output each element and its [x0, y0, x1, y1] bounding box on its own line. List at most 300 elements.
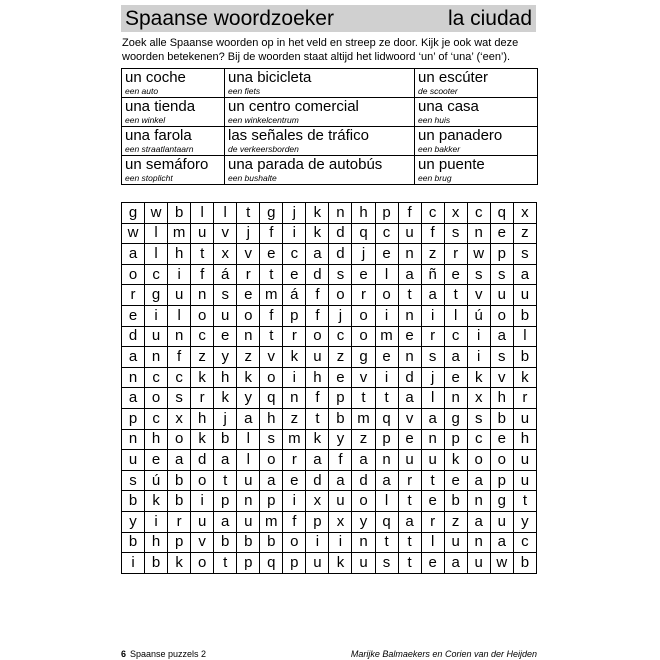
grid-letter[interactable]: b	[122, 532, 145, 553]
grid-letter[interactable]: u	[421, 450, 444, 471]
grid-letter[interactable]: n	[122, 429, 145, 450]
grid-letter[interactable]: m	[260, 285, 283, 306]
grid-letter[interactable]: g	[352, 347, 375, 368]
grid-letter[interactable]: c	[329, 326, 352, 347]
grid-letter[interactable]: n	[398, 305, 421, 326]
grid-letter[interactable]: s	[513, 244, 536, 265]
grid-letter[interactable]: t	[260, 264, 283, 285]
grid-letter[interactable]: u	[444, 532, 467, 553]
grid-letter[interactable]: i	[168, 264, 191, 285]
grid-letter[interactable]: n	[168, 326, 191, 347]
grid-letter[interactable]: h	[260, 408, 283, 429]
grid-letter[interactable]: e	[421, 491, 444, 512]
grid-letter[interactable]: c	[145, 264, 168, 285]
grid-letter[interactable]: e	[375, 244, 398, 265]
grid-letter[interactable]: z	[329, 347, 352, 368]
grid-letter[interactable]: d	[122, 326, 145, 347]
grid-letter[interactable]: m	[260, 511, 283, 532]
grid-letter[interactable]: w	[467, 244, 490, 265]
grid-letter[interactable]: p	[260, 491, 283, 512]
grid-letter[interactable]: b	[168, 470, 191, 491]
grid-letter[interactable]: k	[444, 450, 467, 471]
grid-letter[interactable]: e	[444, 367, 467, 388]
grid-letter[interactable]: l	[375, 264, 398, 285]
grid-letter[interactable]: u	[306, 553, 329, 574]
grid-letter[interactable]: t	[513, 491, 536, 512]
grid-letter[interactable]: a	[398, 264, 421, 285]
grid-letter[interactable]: o	[375, 285, 398, 306]
grid-letter[interactable]: b	[168, 203, 191, 224]
grid-letter[interactable]: c	[283, 244, 306, 265]
grid-letter[interactable]: q	[352, 223, 375, 244]
grid-letter[interactable]: l	[237, 429, 260, 450]
grid-letter[interactable]: z	[513, 223, 536, 244]
grid-letter[interactable]: t	[191, 244, 214, 265]
grid-letter[interactable]: x	[306, 491, 329, 512]
grid-letter[interactable]: u	[237, 470, 260, 491]
grid-letter[interactable]: b	[237, 532, 260, 553]
grid-letter[interactable]: k	[306, 429, 329, 450]
grid-letter[interactable]: u	[398, 450, 421, 471]
grid-letter[interactable]: p	[329, 388, 352, 409]
grid-letter[interactable]: k	[283, 347, 306, 368]
grid-letter[interactable]: r	[283, 326, 306, 347]
grid-letter[interactable]: x	[513, 203, 536, 224]
grid-letter[interactable]: u	[329, 491, 352, 512]
grid-letter[interactable]: e	[398, 326, 421, 347]
grid-letter[interactable]: b	[145, 553, 168, 574]
grid-letter[interactable]: s	[122, 470, 145, 491]
grid-letter[interactable]: j	[214, 408, 237, 429]
grid-letter[interactable]: u	[513, 408, 536, 429]
grid-letter[interactable]: l	[145, 244, 168, 265]
grid-letter[interactable]: á	[214, 264, 237, 285]
grid-letter[interactable]: f	[283, 511, 306, 532]
grid-letter[interactable]: e	[260, 244, 283, 265]
grid-letter[interactable]: y	[329, 429, 352, 450]
grid-letter[interactable]: k	[214, 388, 237, 409]
grid-letter[interactable]: u	[398, 223, 421, 244]
grid-letter[interactable]: a	[421, 285, 444, 306]
grid-letter[interactable]: i	[283, 491, 306, 512]
grid-letter[interactable]: u	[145, 326, 168, 347]
grid-letter[interactable]: e	[329, 367, 352, 388]
grid-letter[interactable]: o	[191, 553, 214, 574]
grid-letter[interactable]: r	[421, 326, 444, 347]
grid-letter[interactable]: j	[283, 203, 306, 224]
grid-letter[interactable]: s	[375, 553, 398, 574]
grid-letter[interactable]: z	[444, 511, 467, 532]
grid-letter[interactable]: t	[214, 553, 237, 574]
grid-letter[interactable]: u	[513, 470, 536, 491]
grid-letter[interactable]: o	[260, 367, 283, 388]
grid-letter[interactable]: h	[145, 429, 168, 450]
grid-letter[interactable]: a	[375, 470, 398, 491]
grid-letter[interactable]: a	[122, 347, 145, 368]
grid-letter[interactable]: t	[306, 408, 329, 429]
grid-letter[interactable]: t	[375, 388, 398, 409]
grid-letter[interactable]: e	[421, 553, 444, 574]
grid-letter[interactable]: a	[398, 511, 421, 532]
grid-letter[interactable]: g	[260, 203, 283, 224]
grid-letter[interactable]: n	[375, 450, 398, 471]
grid-letter[interactable]: b	[513, 347, 536, 368]
grid-letter[interactable]: n	[145, 347, 168, 368]
grid-letter[interactable]: o	[191, 305, 214, 326]
grid-letter[interactable]: a	[490, 326, 513, 347]
grid-letter[interactable]: o	[191, 470, 214, 491]
grid-letter[interactable]: u	[490, 511, 513, 532]
grid-letter[interactable]: u	[352, 553, 375, 574]
grid-letter[interactable]: s	[444, 223, 467, 244]
grid-letter[interactable]: c	[145, 367, 168, 388]
grid-letter[interactable]: x	[444, 203, 467, 224]
grid-letter[interactable]: e	[237, 285, 260, 306]
grid-letter[interactable]: c	[145, 408, 168, 429]
grid-letter[interactable]: a	[444, 347, 467, 368]
grid-letter[interactable]: m	[375, 326, 398, 347]
grid-letter[interactable]: á	[283, 285, 306, 306]
grid-letter[interactable]: u	[168, 285, 191, 306]
grid-letter[interactable]: q	[375, 408, 398, 429]
grid-letter[interactable]: a	[352, 450, 375, 471]
grid-letter[interactable]: n	[444, 388, 467, 409]
grid-letter[interactable]: a	[214, 450, 237, 471]
grid-letter[interactable]: l	[237, 450, 260, 471]
grid-letter[interactable]: y	[214, 347, 237, 368]
grid-letter[interactable]: m	[283, 429, 306, 450]
grid-letter[interactable]: i	[375, 367, 398, 388]
grid-letter[interactable]: i	[145, 305, 168, 326]
grid-letter[interactable]: e	[145, 450, 168, 471]
grid-letter[interactable]: b	[513, 305, 536, 326]
grid-letter[interactable]: k	[145, 491, 168, 512]
grid-letter[interactable]: u	[306, 347, 329, 368]
grid-letter[interactable]: a	[421, 408, 444, 429]
grid-letter[interactable]: h	[306, 367, 329, 388]
grid-letter[interactable]: w	[145, 203, 168, 224]
grid-letter[interactable]: r	[421, 511, 444, 532]
grid-letter[interactable]: v	[352, 367, 375, 388]
grid-letter[interactable]: k	[306, 203, 329, 224]
grid-letter[interactable]: b	[513, 553, 536, 574]
grid-letter[interactable]: i	[122, 553, 145, 574]
grid-letter[interactable]: f	[260, 305, 283, 326]
grid-letter[interactable]: r	[352, 285, 375, 306]
grid-letter[interactable]: d	[329, 244, 352, 265]
grid-letter[interactable]: i	[467, 326, 490, 347]
grid-letter[interactable]: o	[467, 450, 490, 471]
grid-letter[interactable]: r	[122, 285, 145, 306]
grid-letter[interactable]: l	[214, 203, 237, 224]
grid-letter[interactable]: p	[490, 244, 513, 265]
grid-letter[interactable]: v	[191, 532, 214, 553]
grid-letter[interactable]: k	[329, 553, 352, 574]
grid-letter[interactable]: h	[513, 429, 536, 450]
grid-letter[interactable]: y	[122, 511, 145, 532]
grid-letter[interactable]: p	[444, 429, 467, 450]
grid-letter[interactable]: p	[237, 553, 260, 574]
grid-letter[interactable]: c	[168, 367, 191, 388]
grid-letter[interactable]: t	[421, 470, 444, 491]
grid-letter[interactable]: o	[306, 326, 329, 347]
grid-letter[interactable]: e	[352, 264, 375, 285]
grid-letter[interactable]: f	[306, 388, 329, 409]
grid-letter[interactable]: h	[490, 388, 513, 409]
grid-letter[interactable]: k	[513, 367, 536, 388]
grid-letter[interactable]: n	[467, 491, 490, 512]
grid-letter[interactable]: j	[237, 223, 260, 244]
grid-letter[interactable]: b	[260, 532, 283, 553]
grid-letter[interactable]: t	[398, 285, 421, 306]
grid-letter[interactable]: o	[168, 429, 191, 450]
grid-letter[interactable]: v	[260, 347, 283, 368]
grid-letter[interactable]: a	[214, 511, 237, 532]
grid-letter[interactable]: a	[306, 450, 329, 471]
grid-letter[interactable]: n	[329, 203, 352, 224]
grid-letter[interactable]: u	[467, 553, 490, 574]
grid-letter[interactable]: r	[398, 470, 421, 491]
grid-letter[interactable]: t	[444, 285, 467, 306]
grid-letter[interactable]: u	[490, 285, 513, 306]
grid-letter[interactable]: i	[375, 305, 398, 326]
grid-letter[interactable]: o	[352, 326, 375, 347]
grid-letter[interactable]: t	[352, 388, 375, 409]
grid-letter[interactable]: m	[168, 223, 191, 244]
grid-letter[interactable]: e	[375, 347, 398, 368]
grid-letter[interactable]: k	[191, 367, 214, 388]
grid-letter[interactable]: l	[375, 491, 398, 512]
grid-letter[interactable]: k	[191, 429, 214, 450]
grid-letter[interactable]: i	[191, 491, 214, 512]
grid-letter[interactable]: y	[237, 388, 260, 409]
grid-letter[interactable]: c	[513, 532, 536, 553]
grid-letter[interactable]: i	[329, 532, 352, 553]
grid-letter[interactable]: p	[375, 429, 398, 450]
grid-letter[interactable]: v	[214, 223, 237, 244]
grid-letter[interactable]: l	[444, 305, 467, 326]
grid-letter[interactable]: v	[398, 408, 421, 429]
grid-letter[interactable]: j	[352, 244, 375, 265]
grid-letter[interactable]: a	[260, 470, 283, 491]
grid-letter[interactable]: f	[306, 285, 329, 306]
grid-letter[interactable]: u	[513, 450, 536, 471]
grid-letter[interactable]: r	[168, 511, 191, 532]
grid-letter[interactable]: c	[421, 203, 444, 224]
grid-letter[interactable]: x	[467, 388, 490, 409]
grid-letter[interactable]: m	[352, 408, 375, 429]
grid-letter[interactable]: q	[260, 553, 283, 574]
grid-letter[interactable]: x	[329, 511, 352, 532]
grid-letter[interactable]: s	[490, 347, 513, 368]
grid-letter[interactable]: x	[168, 408, 191, 429]
grid-letter[interactable]: r	[191, 388, 214, 409]
grid-letter[interactable]: k	[168, 553, 191, 574]
grid-letter[interactable]: q	[260, 388, 283, 409]
grid-letter[interactable]: s	[168, 388, 191, 409]
grid-letter[interactable]: n	[398, 244, 421, 265]
grid-letter[interactable]: r	[513, 388, 536, 409]
grid-letter[interactable]: p	[375, 203, 398, 224]
grid-letter[interactable]: n	[283, 388, 306, 409]
grid-letter[interactable]: p	[306, 511, 329, 532]
grid-letter[interactable]: z	[421, 244, 444, 265]
grid-letter[interactable]: f	[398, 203, 421, 224]
grid-letter[interactable]: n	[237, 491, 260, 512]
grid-letter[interactable]: o	[122, 264, 145, 285]
grid-letter[interactable]: a	[467, 511, 490, 532]
grid-letter[interactable]: h	[214, 367, 237, 388]
grid-letter[interactable]: j	[329, 305, 352, 326]
grid-letter[interactable]: y	[352, 511, 375, 532]
grid-letter[interactable]: p	[283, 305, 306, 326]
grid-letter[interactable]: n	[122, 367, 145, 388]
grid-letter[interactable]: p	[168, 532, 191, 553]
grid-letter[interactable]: i	[421, 305, 444, 326]
grid-letter[interactable]: b	[444, 491, 467, 512]
grid-letter[interactable]: k	[306, 223, 329, 244]
grid-letter[interactable]: h	[191, 408, 214, 429]
grid-letter[interactable]: a	[444, 553, 467, 574]
grid-letter[interactable]: n	[237, 326, 260, 347]
grid-letter[interactable]: e	[122, 305, 145, 326]
grid-letter[interactable]: k	[467, 367, 490, 388]
grid-letter[interactable]: k	[237, 367, 260, 388]
grid-letter[interactable]: n	[398, 347, 421, 368]
grid-letter[interactable]: x	[214, 244, 237, 265]
grid-letter[interactable]: e	[490, 429, 513, 450]
grid-letter[interactable]: s	[467, 264, 490, 285]
grid-letter[interactable]: u	[122, 450, 145, 471]
grid-letter[interactable]: h	[168, 244, 191, 265]
grid-letter[interactable]: t	[398, 491, 421, 512]
grid-letter[interactable]: c	[467, 203, 490, 224]
grid-letter[interactable]: i	[283, 367, 306, 388]
grid-letter[interactable]: y	[513, 511, 536, 532]
grid-letter[interactable]: w	[490, 553, 513, 574]
grid-letter[interactable]: s	[490, 264, 513, 285]
grid-letter[interactable]: b	[214, 429, 237, 450]
grid-letter[interactable]: d	[352, 470, 375, 491]
grid-letter[interactable]: u	[237, 511, 260, 532]
grid-letter[interactable]: s	[329, 264, 352, 285]
grid-letter[interactable]: w	[122, 223, 145, 244]
grid-letter[interactable]: o	[490, 305, 513, 326]
grid-letter[interactable]: g	[444, 408, 467, 429]
grid-letter[interactable]: a	[122, 388, 145, 409]
grid-letter[interactable]: u	[191, 511, 214, 532]
grid-letter[interactable]: f	[168, 347, 191, 368]
grid-letter[interactable]: r	[283, 450, 306, 471]
grid-letter[interactable]: e	[444, 470, 467, 491]
grid-letter[interactable]: i	[283, 223, 306, 244]
grid-letter[interactable]: n	[191, 285, 214, 306]
grid-letter[interactable]: p	[214, 491, 237, 512]
grid-letter[interactable]: a	[398, 388, 421, 409]
grid-letter[interactable]: e	[283, 264, 306, 285]
grid-letter[interactable]: b	[214, 532, 237, 553]
grid-letter[interactable]: t	[375, 532, 398, 553]
grid-letter[interactable]: a	[237, 408, 260, 429]
grid-letter[interactable]: r	[444, 244, 467, 265]
grid-letter[interactable]: u	[191, 223, 214, 244]
grid-letter[interactable]: i	[306, 532, 329, 553]
grid-letter[interactable]: z	[283, 408, 306, 429]
grid-letter[interactable]: z	[191, 347, 214, 368]
grid-letter[interactable]: f	[329, 450, 352, 471]
grid-letter[interactable]: o	[145, 388, 168, 409]
grid-letter[interactable]: p	[283, 553, 306, 574]
grid-letter[interactable]: a	[329, 470, 352, 491]
grid-letter[interactable]: g	[490, 491, 513, 512]
grid-letter[interactable]: b	[490, 408, 513, 429]
grid-letter[interactable]: v	[467, 285, 490, 306]
grid-letter[interactable]: j	[421, 367, 444, 388]
grid-letter[interactable]: a	[168, 450, 191, 471]
grid-letter[interactable]: t	[214, 470, 237, 491]
grid-letter[interactable]: t	[260, 326, 283, 347]
grid-letter[interactable]: e	[214, 326, 237, 347]
grid-letter[interactable]: z	[352, 429, 375, 450]
grid-letter[interactable]: o	[352, 305, 375, 326]
grid-letter[interactable]: v	[490, 367, 513, 388]
grid-letter[interactable]: o	[260, 450, 283, 471]
grid-letter[interactable]: a	[306, 244, 329, 265]
grid-letter[interactable]: a	[513, 264, 536, 285]
grid-letter[interactable]: g	[145, 285, 168, 306]
grid-letter[interactable]: h	[352, 203, 375, 224]
grid-letter[interactable]: c	[375, 223, 398, 244]
grid-letter[interactable]: b	[122, 491, 145, 512]
grid-letter[interactable]: l	[191, 203, 214, 224]
grid-letter[interactable]: c	[467, 429, 490, 450]
grid-letter[interactable]: o	[329, 285, 352, 306]
grid-letter[interactable]: l	[421, 388, 444, 409]
grid-letter[interactable]: l	[513, 326, 536, 347]
grid-letter[interactable]: o	[237, 305, 260, 326]
grid-letter[interactable]: a	[122, 244, 145, 265]
grid-letter[interactable]: z	[237, 347, 260, 368]
grid-letter[interactable]: q	[375, 511, 398, 532]
grid-letter[interactable]: o	[490, 450, 513, 471]
grid-letter[interactable]: t	[398, 553, 421, 574]
grid-letter[interactable]: ú	[145, 470, 168, 491]
grid-letter[interactable]: t	[237, 203, 260, 224]
grid-letter[interactable]: i	[145, 511, 168, 532]
grid-letter[interactable]: f	[260, 223, 283, 244]
grid-letter[interactable]: u	[513, 285, 536, 306]
grid-letter[interactable]: l	[145, 223, 168, 244]
grid-letter[interactable]: e	[398, 429, 421, 450]
grid-letter[interactable]: s	[421, 347, 444, 368]
grid-letter[interactable]: p	[490, 470, 513, 491]
grid-letter[interactable]: l	[421, 532, 444, 553]
grid-letter[interactable]: o	[283, 532, 306, 553]
grid-letter[interactable]: u	[214, 305, 237, 326]
grid-letter[interactable]: r	[237, 264, 260, 285]
grid-letter[interactable]: d	[191, 450, 214, 471]
grid-letter[interactable]: d	[306, 470, 329, 491]
grid-letter[interactable]: s	[214, 285, 237, 306]
grid-letter[interactable]: n	[467, 223, 490, 244]
grid-letter[interactable]: p	[122, 408, 145, 429]
grid-letter[interactable]: e	[490, 223, 513, 244]
grid-letter[interactable]: f	[421, 223, 444, 244]
grid-letter[interactable]: q	[490, 203, 513, 224]
grid-letter[interactable]: c	[191, 326, 214, 347]
grid-letter[interactable]: ú	[467, 305, 490, 326]
grid-letter[interactable]: i	[467, 347, 490, 368]
